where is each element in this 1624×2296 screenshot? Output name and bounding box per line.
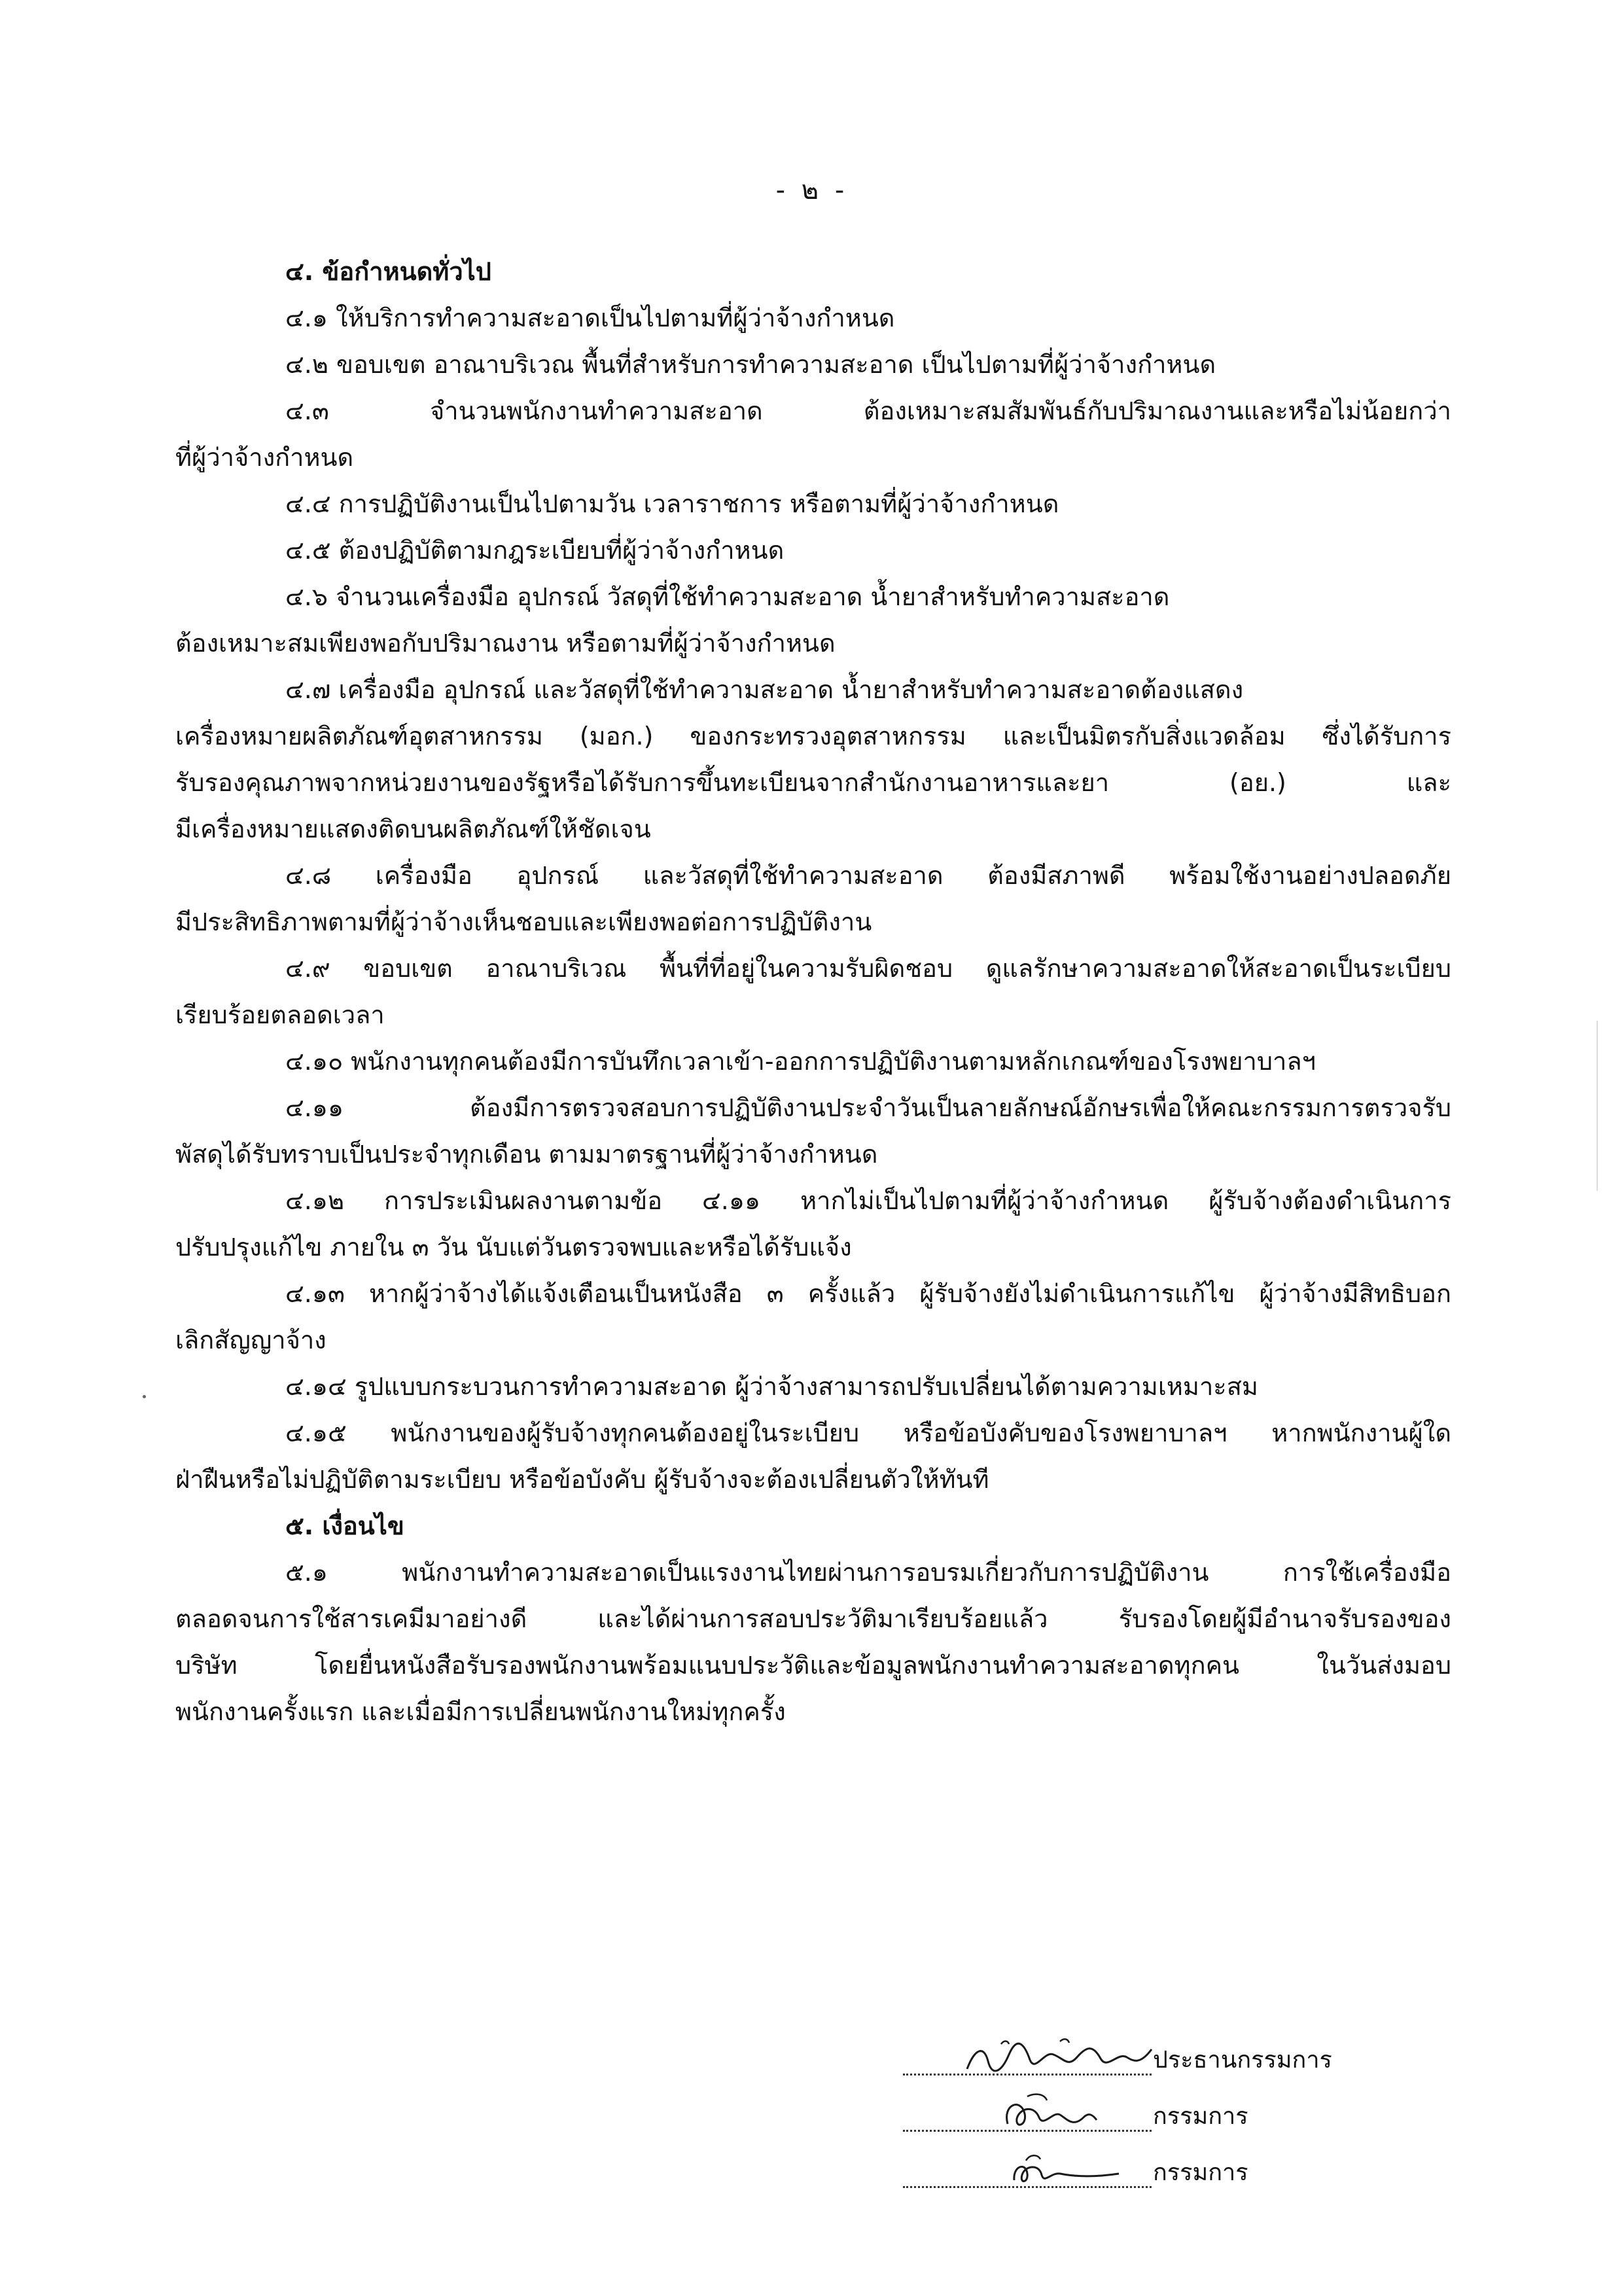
signatory-title-chair: ประธานกรรมการ: [1153, 2047, 1332, 2074]
handwritten-signature-member-1: [962, 2091, 1158, 2137]
signature-row-member-1: [903, 2085, 1361, 2141]
clause-4-8: ๔.๘ เครื่องมือ อุปกรณ์ และวัสดุที่ใช้ทำความสะอาด ต้องมีสภาพดี พร้อมใช้งานอย่างปลอดภัย: [285, 861, 1451, 890]
clause-4-15-cont: ฝ่าฝืนหรือไม่ปฏิบัติตามระเบียบ หรือข้อบังคับ ผู้รับจ้างจะต้องเปลี่ยนตัวให้ทันที: [175, 1465, 989, 1494]
clause-5-1: ๕.๑ พนักงานทำความสะอาดเป็นแรงงานไทยผ่านการอบรมเกี่ยวกับการปฏิบัติงาน การใช้เครื่องมือ: [285, 1558, 1451, 1587]
clause-4-7-cont-1: เครื่องหมายผลิตภัณฑ์อุตสาหกรรม (มอก.) ของกระทรวงอุตสาหกรรม และเป็นมิตรกับสิ่งแวดล้อม ซึ่งได้รับการ: [175, 722, 1451, 751]
clause-4-6: ๔.๖ จำนวนเครื่องมือ อุปกรณ์ วัสดุที่ใช้ทำความสะอาด น้ำยาสำหรับทำความสะอาด: [285, 582, 1170, 611]
clause-4-15: ๔.๑๕ พนักงานของผู้รับจ้างทุกคนต้องอยู่ในระเบียบ หรือข้อบังคับของโรงพยาบาลฯ หากพนักงานผู้ใด: [285, 1419, 1451, 1447]
clause-5-1-cont-3: พนักงานครั้งแรก และเมื่อมีการเปลี่ยนพนักงานใหม่ทุกครั้ง: [175, 1697, 786, 1726]
section-5-heading: ๕. เงื่อนไข: [285, 1511, 404, 1540]
section-4-heading: ๔. ข้อกำหนดทั่วไป: [285, 257, 491, 286]
clause-4-9-cont: เรียบร้อยตลอดเวลา: [175, 1000, 385, 1029]
clause-4-7-cont-2: รับรองคุณภาพจากหน่วยงานของรัฐหรือได้รับการขึ้นทะเบียนจากสำนักงานอาหารและยา (อย.) และ: [175, 768, 1451, 797]
document-body: [175, 249, 1451, 1735]
clause-4-13-cont: เลิกสัญญาจ้าง: [175, 1326, 327, 1354]
clause-4-10: ๔.๑๐ พนักงานทุกคนต้องมีการบันทึกเวลาเข้า-ออกการปฏิบัติงานตามหลักเกณฑ์ของโรงพยาบาลฯ: [285, 1047, 1316, 1076]
clause-4-12-cont: ปรับปรุงแก้ไข ภายใน ๓ วัน นับแต่วันตรวจพบและหรือได้รับแจ้ง: [175, 1233, 852, 1262]
clause-4-11-cont: พัสดุได้รับทราบเป็นประจำทุกเดือน ตามมาตรฐานที่ผู้ว่าจ้างกำหนด: [175, 1140, 878, 1169]
clause-4-5: ๔.๕ ต้องปฏิบัติตามกฎระเบียบที่ผู้ว่าจ้างกำหนด: [285, 536, 785, 565]
clause-4-12: ๔.๑๒ การประเมินผลงานตามข้อ ๔.๑๑ หากไม่เป็นไปตามที่ผู้ว่าจ้างกำหนด ผู้รับจ้างต้องดำเนินการ: [285, 1186, 1451, 1215]
page-number: - ๒ -: [775, 175, 849, 205]
clause-4-7: ๔.๗ เครื่องมือ อุปกรณ์ และวัสดุที่ใช้ทำความสะอาด น้ำยาสำหรับทำความสะอาดต้องแสดง: [285, 675, 1244, 704]
clause-4-14: ๔.๑๔ รูปแบบกระบวนการทำความสะอาด ผู้ว่าจ้างสามารถปรับเปลี่ยนได้ตามความเหมาะสม: [285, 1372, 1258, 1401]
signature-row-member-2: [903, 2141, 1361, 2197]
clause-4-13: ๔.๑๓ หากผู้ว่าจ้างได้แจ้งเตือนเป็นหนังสือ ๓ ครั้งแล้ว ผู้รับจ้างยังไม่ดำเนินการแก้ไข ผู้ว่าจ้างมีสิทธิบอก: [285, 1279, 1451, 1308]
signature-block: [903, 2028, 1361, 2197]
scan-speck: [143, 1395, 146, 1398]
signatory-title-member-1: กรรมการ: [1153, 2103, 1248, 2130]
clause-5-1-cont-1: ตลอดจนการใช้สารเคมีมาอย่างดี และได้ผ่านการสอบประวัติมาเรียบร้อยแล้ว รับรองโดยผู้มีอำนาจรับรองของ: [175, 1604, 1451, 1633]
signature-row-chair: [903, 2028, 1361, 2085]
clause-4-4: ๔.๔ การปฏิบัติงานเป็นไปตามวัน เวลาราชการ หรือตามที่ผู้ว่าจ้างกำหนด: [285, 489, 1059, 518]
clause-4-8-cont: มีประสิทธิภาพตามที่ผู้ว่าจ้างเห็นชอบและเพียงพอต่อการปฏิบัติงาน: [175, 908, 872, 936]
handwritten-signature-chair: [962, 2035, 1158, 2081]
scan-edge-mark: [1597, 1021, 1598, 1191]
clause-5-1-cont-2: บริษัท โดยยื่นหนังสือรับรองพนักงานพร้อมแนบประวัติและข้อมูลพนักงานทำความสะอาดทุกคน ในวันส่งมอบ: [175, 1651, 1451, 1680]
clause-4-3-cont: ที่ผู้ว่าจ้างกำหนด: [175, 443, 354, 472]
signatory-title-member-2: กรรมการ: [1153, 2159, 1248, 2186]
clause-4-1: ๔.๑ ให้บริการทำความสะอาดเป็นไปตามที่ผู้ว่าจ้างกำหนด: [285, 304, 895, 332]
clause-4-9: ๔.๙ ขอบเขต อาณาบริเวณ พื้นที่ที่อยู่ในความรับผิดชอบ ดูแลรักษาความสะอาดให้สะอาดเป็นระเบียบ: [285, 954, 1451, 983]
handwritten-signature-member-2: [962, 2147, 1158, 2193]
clause-4-6-cont: ต้องเหมาะสมเพียงพอกับปริมาณงาน หรือตามที่ผู้ว่าจ้างกำหนด: [175, 629, 836, 658]
clause-4-7-cont-3: มีเครื่องหมายแสดงติดบนผลิตภัณฑ์ให้ชัดเจน: [175, 815, 651, 843]
clause-4-3: ๔.๓ จำนวนพนักงานทำความสะอาด ต้องเหมาะสมสัมพันธ์กับปริมาณงานและหรือไม่น้อยกว่า: [285, 397, 1451, 425]
clause-4-11: ๔.๑๑ ต้องมีการตรวจสอบการปฏิบัติงานประจำวันเป็นลายลักษณ์อักษรเพื่อให้คณะกรรมการตรวจรับ: [285, 1093, 1451, 1122]
clause-4-2: ๔.๒ ขอบเขต อาณาบริเวณ พื้นที่สำหรับการทำความสะอาด เป็นไปตามที่ผู้ว่าจ้างกำหนด: [285, 350, 1216, 379]
